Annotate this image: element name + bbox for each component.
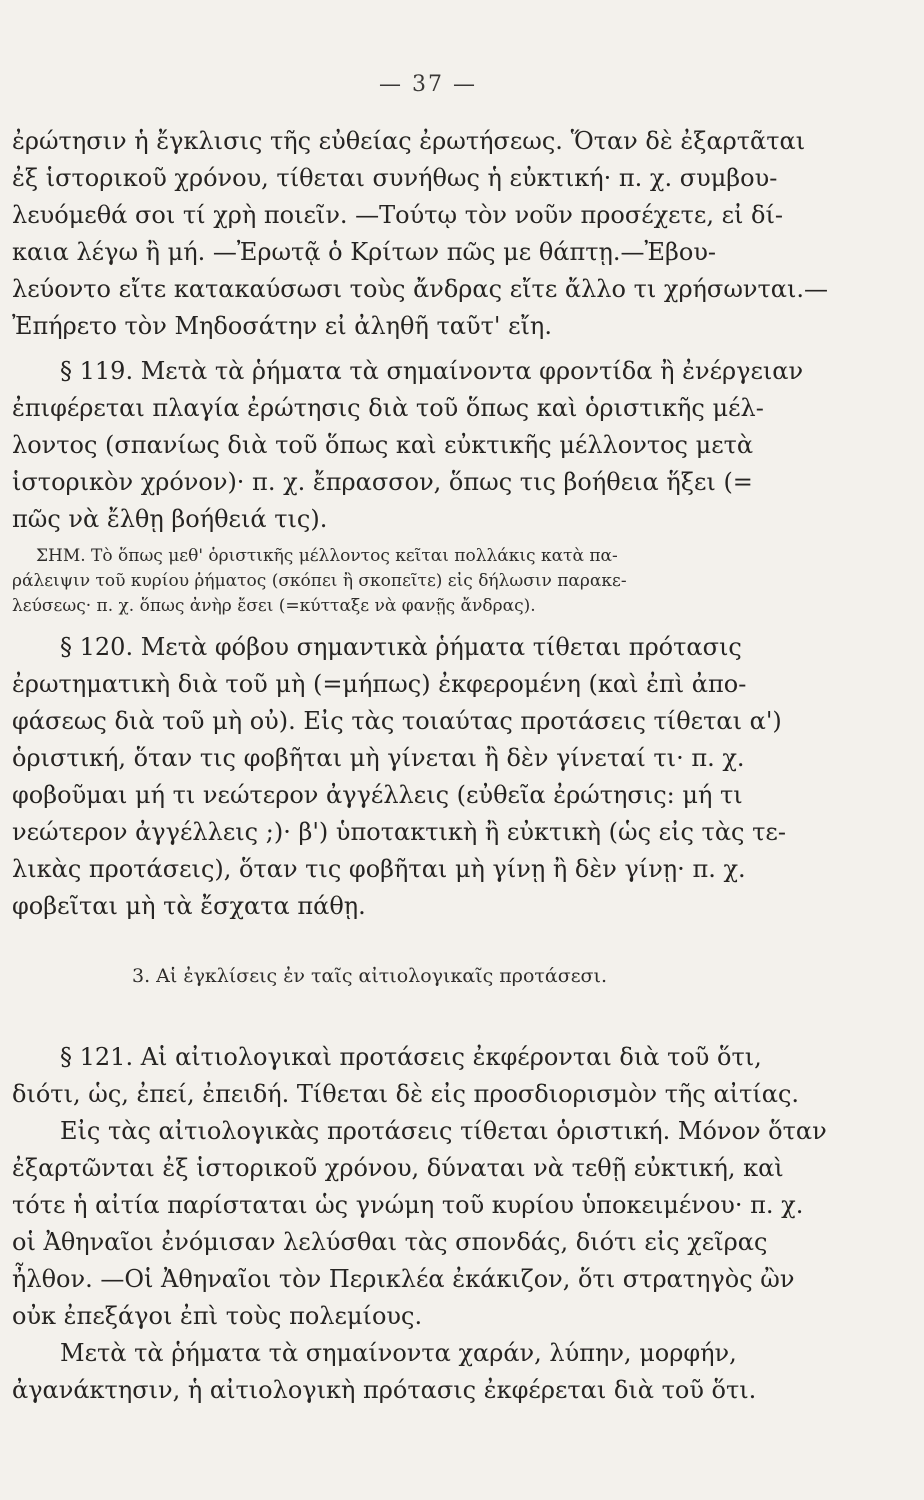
text-line: § 121. Αἱ αἰτιολογικαὶ προτάσεις ἐκφέρονται διὰ τοῦ ὅτι, xyxy=(60,1043,762,1071)
note-line: ΣΗΜ. Τὸ ὅπως μεθ' ὁριστικῆς μέλλοντος κεῖται πολλάκις κατὰ πα- xyxy=(36,546,618,566)
text-line: ἦλθον. —Οἱ Ἀθηναῖοι τὸν Περικλέα ἐκάκιζον, ὅτι στρατηγὸς ὢν xyxy=(12,1265,795,1293)
paragraph-121-final xyxy=(12,1335,784,1409)
text-line: ἐξ ἱστορικοῦ χρόνου, τίθεται συνήθως ἡ εὐκτική· π. χ. συμβου- xyxy=(12,164,778,192)
page-number: — 37 — xyxy=(379,72,477,97)
text-line: φοβοῦμαι μή τι νεώτερον ἀγγέλλεις (εὐθεῖα ἐρώτησις: μή τι xyxy=(12,781,743,809)
text-line: ἐρωτηματικὴ διὰ τοῦ μὴ (=μήπως) ἐκφερομένη (καὶ ἐπὶ ἀπο- xyxy=(12,670,747,698)
text-line: οὐκ ἐπεξάγοι ἐπὶ τοὺς πολεμίους. xyxy=(12,1302,423,1330)
text-line: λευόμεθά σοι τί χρὴ ποιεῖν. —Τούτῳ τὸν νοῦν προσέχετε, εἰ δί- xyxy=(12,201,784,229)
note-line: λεύσεως· π. χ. ὅπως ἀνὴρ ἔσει (=κύτταξε νὰ φανῇς ἄνδρας). xyxy=(12,596,536,616)
text-line: ἐξαρτῶνται ἐξ ἱστορικοῦ χρόνου, δύναται νὰ τεθῇ εὐκτική, καὶ xyxy=(12,1154,784,1182)
note-119 xyxy=(12,544,784,619)
text-line: ὁριστική, ὅταν τις φοβῆται μὴ γίνεται ἢ δὲν γίνεταί τι· π. χ. xyxy=(12,744,745,772)
text-line: ἱστορικὸν χρόνον)· π. χ. ἔπρασσον, ὅπως τις βοήθεια ἥξει (= xyxy=(12,468,753,496)
paragraph-121 xyxy=(12,1039,800,1113)
text-line: οἱ Ἀθηναῖοι ἐνόμισαν λελύσθαι τὰς σπονδάς, διότι εἰς χεῖρας xyxy=(12,1228,768,1256)
text-line: νεώτερον ἀγγέλλεις ;)· β') ὑποτακτικὴ ἢ εὐκτικὴ (ὡς εἰς τὰς τε- xyxy=(12,818,786,846)
text-line: διότι, ὡς, ἐπεί, ἐπειδή. Τίθεται δὲ εἰς προσδιορισμὸν τῆς αἰτίας. xyxy=(12,1080,800,1108)
text-line: ἀγανάκτησιν, ἡ αἰτιολογικὴ πρότασις ἐκφέρεται διὰ τοῦ ὅτι. xyxy=(12,1376,757,1404)
text-line: φάσεως διὰ τοῦ μὴ οὐ). Εἰς τὰς τοιαύτας προτάσεις τίθεται α') xyxy=(12,707,782,735)
text-line: καια λέγω ἢ μή. —Ἐρωτᾷ ὁ Κρίτων πῶς με θάπτῃ.—Ἐβου- xyxy=(12,238,717,266)
text-line: Ἐπήρετο τὸν Μηδοσάτην εἰ ἀληθῆ ταῦτ' εἴη. xyxy=(12,312,552,340)
text-line: ἐρώτησιν ἡ ἔγκλισις τῆς εὐθείας ἐρωτήσεως. Ὅταν δὲ ἐξαρτᾶται xyxy=(12,127,806,155)
section-heading: 3. Αἱ ἐγκλίσεις ἐν ταῖς αἰτιολογικαῖς προτάσεσι. xyxy=(132,965,608,987)
text-line: φοβεῖται μὴ τὰ ἔσχατα πάθῃ. xyxy=(12,892,366,920)
text-line: λικὰς προτάσεις), ὅταν τις φοβῆται μὴ γίνῃ ἢ δὲν γίνῃ· π. χ. xyxy=(12,855,746,883)
paragraph-119 xyxy=(12,353,804,538)
text-line: Εἰς τὰς αἰτιολογικὰς προτάσεις τίθεται ὁριστική. Μόνον ὅταν xyxy=(60,1117,827,1145)
paragraph-120 xyxy=(12,629,784,925)
text-line: λεύοντο εἴτε κατακαύσωσι τοὺς ἄνδρας εἴτε ἄλλο τι χρήσωνται.— xyxy=(12,275,828,303)
text-line: λοντος (σπανίως διὰ τοῦ ὅπως καὶ εὐκτικῆς μέλλοντος μετὰ xyxy=(12,431,754,459)
paragraph-continuation xyxy=(12,123,828,345)
note-line: ράλειψιν τοῦ κυρίου ῥήματος (σκόπει ἢ σκοπεῖτε) εἰς δήλωσιν παρακε- xyxy=(12,571,627,591)
text-line: Μετὰ τὰ ῥήματα τὰ σημαίνοντα χαράν, λύπην, μορφήν, xyxy=(60,1339,737,1367)
text-line: τότε ἡ αἰτία παρίσταται ὡς γνώμη τοῦ κυρίου ὑποκειμένου· π. χ. xyxy=(12,1191,804,1219)
text-line: ἐπιφέρεται πλαγία ἐρώτησις διὰ τοῦ ὅπως καὶ ὁριστικῆς μέλ- xyxy=(12,394,764,422)
text-line: πῶς νὰ ἔλθῃ βοήθειά τις). xyxy=(12,505,328,533)
paragraph-121-cont xyxy=(12,1113,827,1335)
text-line: § 119. Μετὰ τὰ ῥήματα τὰ σημαίνοντα φροντίδα ἢ ἐνέργειαν xyxy=(60,357,804,385)
text-line: § 120. Μετὰ φόβου σημαντικὰ ῥήματα τίθεται πρότασις xyxy=(60,633,742,661)
